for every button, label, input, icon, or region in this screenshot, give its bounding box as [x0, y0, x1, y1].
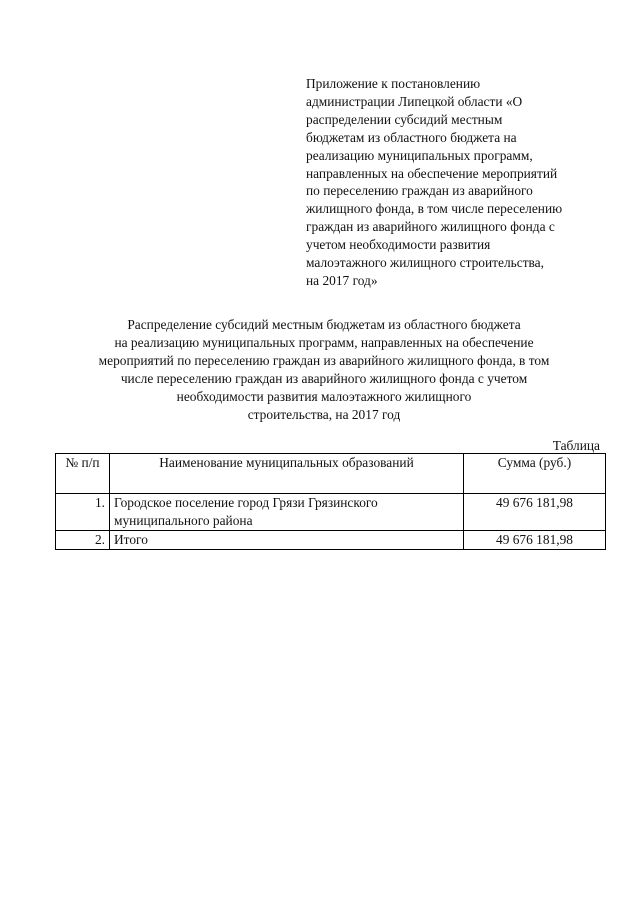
appendix-line: жилищного фонда, в том числе переселению	[306, 201, 563, 217]
header-sum: Сумма (руб.)	[464, 454, 606, 494]
appendix-block	[306, 75, 606, 290]
row-municipality-line: Городское поселение город Грязи Грязинского	[114, 495, 378, 510]
heading-line: необходимости развития малоэтажного жилищного	[176, 388, 472, 404]
subsidy-table	[55, 453, 606, 550]
appendix-line: направленных на обеспечение мероприятий	[306, 165, 558, 181]
table-row	[56, 530, 606, 549]
row-municipality-line: муниципального района	[114, 512, 253, 528]
appendix-line: малоэтажного жилищного строительства,	[306, 255, 544, 271]
heading-line: на реализацию муниципальных программ, направленных на обеспечение	[114, 334, 534, 350]
heading-line: мероприятий по переселению граждан из аварийного жилищного фонда, в том	[98, 352, 550, 368]
row-municipality	[110, 530, 464, 549]
appendix-line: распределении субсидий местным	[306, 111, 503, 127]
table-row	[56, 494, 606, 531]
appendix-line: на 2017 год»	[306, 272, 378, 288]
document-heading	[40, 316, 608, 423]
table-caption: Таблица	[552, 438, 600, 453]
appendix-line: реализацию муниципальных программ,	[306, 147, 533, 163]
heading-line: Распределение субсидий местным бюджетам из областного бюджета	[127, 317, 521, 332]
heading-line: числе переселению граждан из аварийного жилищного фонда с учетом	[120, 370, 528, 386]
heading-line: строительства, на 2017 год	[247, 406, 401, 422]
table-header-row	[56, 454, 606, 494]
header-number: № п/п	[56, 454, 110, 494]
appendix-line: учетом необходимости развития	[306, 237, 491, 253]
appendix-line: Приложение к постановлению	[306, 76, 481, 91]
appendix-line: граждан из аварийного жилищного фонда с	[306, 219, 555, 235]
header-municipality: Наименование муниципальных образований	[110, 454, 464, 494]
appendix-line: бюджетам из областного бюджета на	[306, 129, 517, 145]
row-number: 1.	[56, 494, 110, 531]
appendix-line: по переселению граждан из аварийного	[306, 183, 533, 199]
row-sum: 49 676 181,98	[464, 530, 606, 549]
row-number: 2.	[56, 530, 110, 549]
row-municipality	[110, 494, 464, 531]
row-sum: 49 676 181,98	[464, 494, 606, 531]
row-municipality-line: Итого	[114, 531, 148, 547]
appendix-line: администрации Липецкой области «О	[306, 93, 523, 109]
